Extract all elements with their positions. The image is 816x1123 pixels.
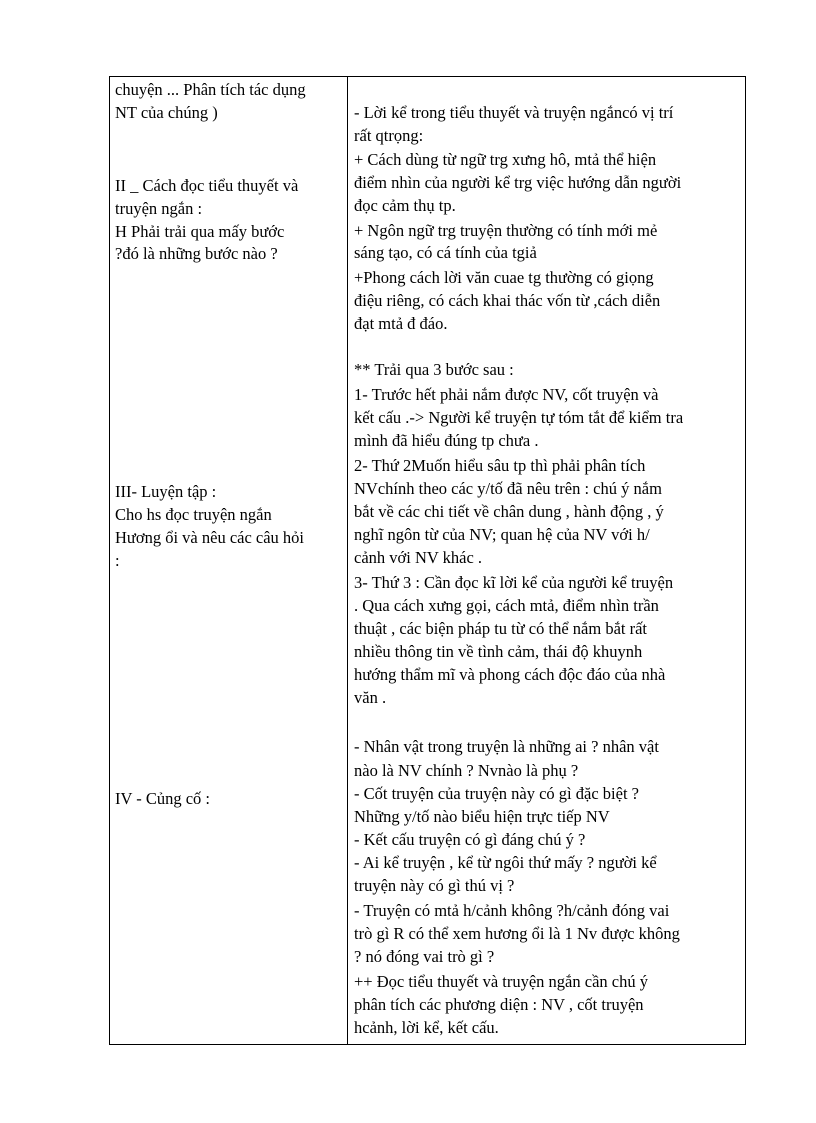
right-column-line: phân tích các phương diện : NV , cốt truyện [354,995,644,1014]
left-column-line: III- Luyện tập : [115,482,217,501]
right-column-line: hướng thẩm mĩ và phong cách độc đáo của nhà [354,665,666,684]
right-column-line: trò gì R có thể xem hương ổi là 1 Nv được không [354,924,680,943]
left-column-line: II _ Cách đọc tiểu thuyết và [115,176,299,195]
right-column-line: - Ai kể truyện , kể từ ngôi thứ mấy ? người kể [354,853,657,872]
right-column-line: NVchính theo các y/tố đã nêu trên : chú ý nắm [354,479,662,498]
left-column-line: ?đó là những bước nào ? [115,244,278,263]
right-column-line: - Truyện có mtả h/cảnh không ?h/cảnh đóng vai [354,901,670,920]
right-column-line: + Ngôn ngữ trg truyện thường có tính mới mẻ [354,221,658,240]
right-column-cell [348,77,746,1045]
right-column-line: nhiều thông tin về tình cảm, thái độ khuynh [354,642,643,661]
right-column-line: nghĩ ngôn từ của NV; quan hệ của NV với h/ [354,525,650,544]
right-column-line: hcảnh, lời kể, kết cấu. [354,1018,499,1037]
left-column-line: NT của chúng ) [115,103,218,122]
left-column-line: : [115,551,120,570]
right-column-line: thuật , các biện pháp tu từ có thể nắm bắt rất [354,619,648,638]
table-row [110,77,746,1045]
right-column-line: rất qtrọng: [354,126,424,145]
right-column-line: 2- Thứ 2Muốn hiểu sâu tp thì phải phân tích [354,456,646,475]
right-column-line: điểm nhìn của người kể trg việc hướng dẫn người [354,173,682,192]
left-column-line: chuyện ... Phân tích tác dụng [115,80,306,99]
right-column-line: - Nhân vật trong truyện là những ai ? nhân vật [354,737,659,756]
right-column-line: văn . [354,688,387,707]
right-column-line: ? nó đóng vai trò gì ? [354,947,495,966]
left-column-line: truyện ngắn : [115,199,203,218]
right-column-line: - Lời kể trong tiểu thuyết và truyện ngắncó vị trí [354,103,674,122]
right-column-line: điệu riêng, có cách khai thác vốn từ ,cách diễn [354,291,661,310]
right-column-line: 3- Thứ 3 : Cần đọc kĩ lời kể của người kể truyện [354,573,674,592]
right-column-line: - Cốt truyện của truyện này có gì đặc biệt ? [354,784,639,803]
right-column-line: truyện này có gì thú vị ? [354,876,515,895]
lesson-table [109,76,746,1045]
right-column-line: kết cấu .-> Người kể truyện tự tóm tắt để kiểm tra [354,408,684,427]
right-column-line: nào là NV chính ? Nvnào là phụ ? [354,761,579,780]
right-column-line: + Cách dùng từ ngữ trg xưng hô, mtả thể hiện [354,150,657,169]
right-column-line: . Qua cách xưng gọi, cách mtả, điểm nhìn trần [354,596,659,615]
right-column-line: Những y/tố nào biểu hiện trực tiếp NV [354,807,610,826]
right-column-line: mình đã hiểu đúng tp chưa . [354,431,539,450]
right-column-line: cảnh với NV khác . [354,548,483,567]
right-column-line: +Phong cách lời văn cuae tg thường có giọng [354,268,654,287]
left-column-line: Cho hs đọc truyện ngắn [115,505,272,524]
left-column-cell [110,77,348,1045]
right-column-line: - Kết cấu truyện có gì đáng chú ý ? [354,830,586,849]
left-column-line: Hương ổi và nêu các câu hỏi [115,528,305,547]
left-column-line: H Phải trải qua mấy bước [115,222,285,241]
left-column-line: IV - Củng cố : [115,789,211,808]
right-column-line: đọc cảm thụ tp. [354,196,456,215]
right-column-line: ++ Đọc tiểu thuyết và truyện ngắn cần chú ý [354,972,648,991]
right-column-line: đạt mtả đ đáo. [354,314,448,333]
right-column-line: 1- Trước hết phải nắm được NV, cốt truyện và [354,385,659,404]
right-column-line: sáng tạo, có cá tính của tgiả [354,243,537,262]
right-column-line: bắt về các chi tiết về chân dung , hành động , ý [354,502,664,521]
right-column-line: ** Trải qua 3 bước sau : [354,360,514,379]
